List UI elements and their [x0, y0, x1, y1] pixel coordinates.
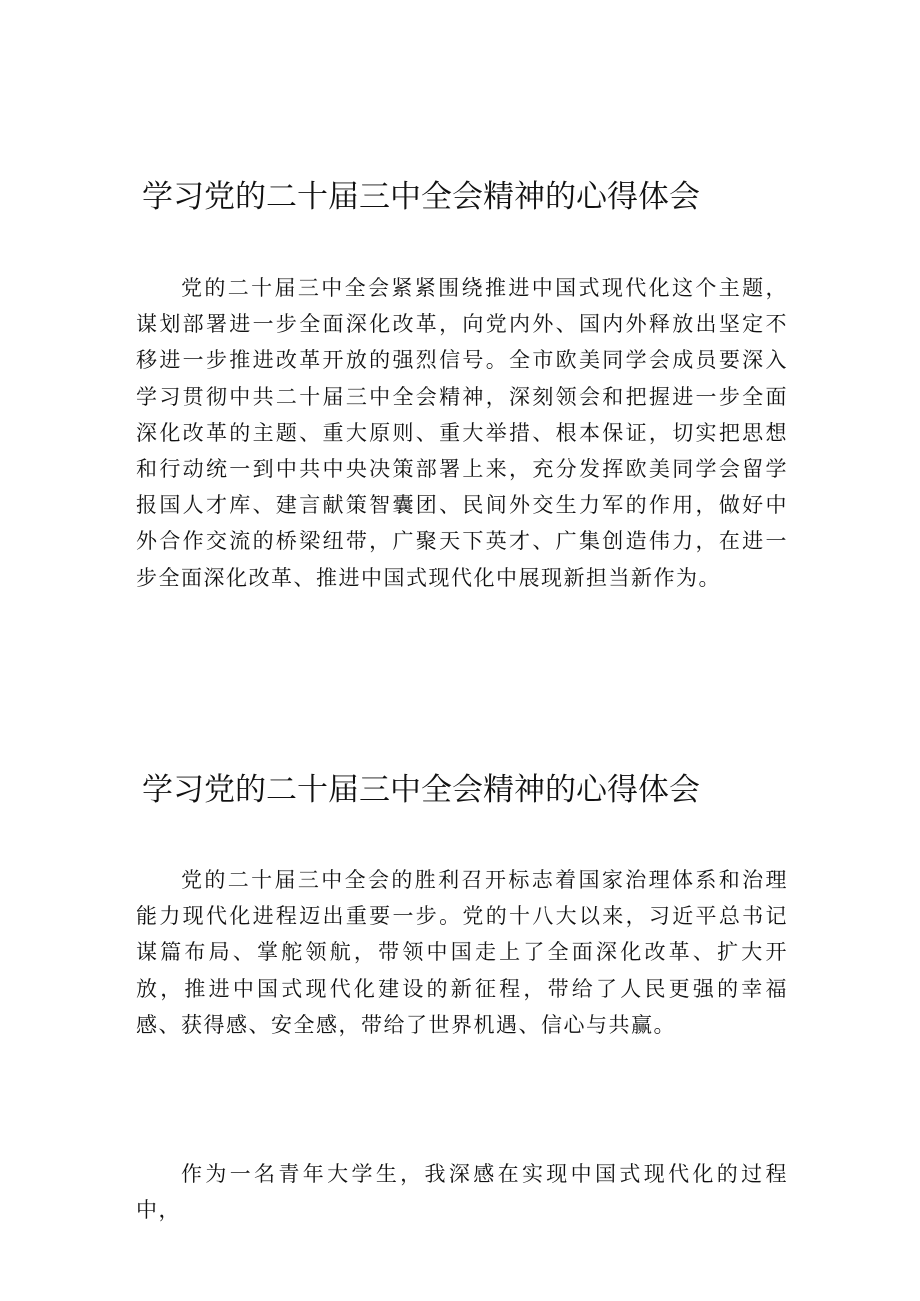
body-paragraph: 党的二十届三中全会紧紧围绕推进中国式现代化这个主题，谋划部署进一步全面深化改革，向党内外、国内外释放出坚定不移进一步推进改革开放的强烈信号。全市欧美同学会成员要深入学习贯彻中共二十届三中全会精神，深刻领会和把握进一步全面深化改革的主题、重大原则、重大举措、根本保证，切实把思想和行动统一到中共中央决策部署上来，充分发挥欧美同学会留学报国人才库、建言献策智囊团、民间外交生力军的作用，做好中外合作交流的桥梁纽带，广聚天下英才、广集创造伟力，在进一步全面深化改革、推进中国式现代化中展现新担当新作为。 — [136, 276, 788, 590]
section-title: 学习党的二十届三中全会精神的心得体会 — [142, 772, 700, 808]
body-paragraph: 党的二十届三中全会的胜利召开标志着国家治理体系和治理能力现代化进程迈出重要一步。党的十八大以来，习近平总书记谋篇布局、掌舵领航，带领中国走上了全面深化改革、扩大开放，推进中国式现代化建设的新征程，带给了人民更强的幸福感、获得感、安全感，带给了世界机遇、信心与共赢。 — [136, 868, 788, 1037]
body-paragraph: 作为一名青年大学生，我深感在实现中国式现代化的过程中， — [136, 1162, 788, 1223]
section-title: 学习党的二十届三中全会精神的心得体会 — [142, 179, 700, 215]
